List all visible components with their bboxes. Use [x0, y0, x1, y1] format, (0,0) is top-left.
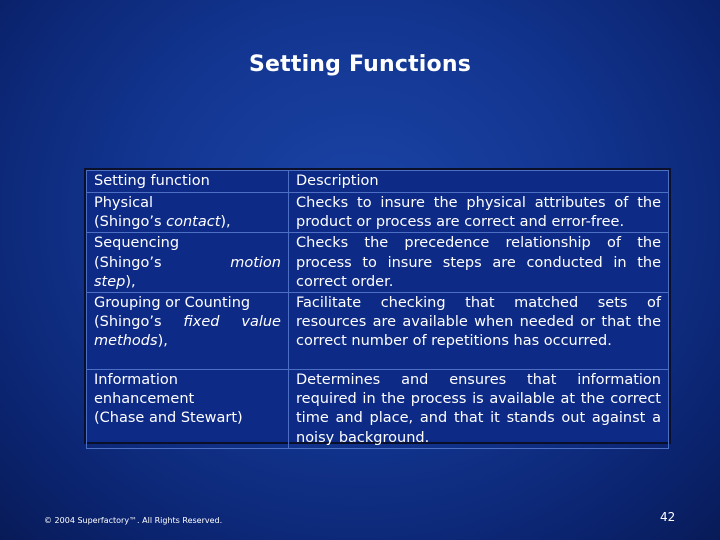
function-source: (Chase and Stewart) — [94, 410, 243, 427]
source-italic: value — [241, 314, 281, 331]
source-italic: fixed — [183, 314, 220, 331]
function-source — [94, 213, 281, 232]
page-number: 42 — [660, 510, 676, 524]
description-cell: Checks the precedence relationship of the process to insure steps are conducted in the correct order. — [289, 233, 669, 293]
function-name: Sequencing — [94, 235, 180, 252]
header-description: Description — [289, 171, 669, 193]
source-prefix: (Shingo’s — [94, 314, 162, 331]
function-name: enhancement — [94, 391, 195, 408]
source-suffix: ), — [220, 214, 231, 231]
table-row — [87, 193, 669, 233]
table — [86, 170, 669, 449]
source-suffix: ), — [157, 333, 168, 350]
table-row — [87, 293, 669, 370]
setting-function-cell — [87, 370, 289, 449]
function-source-line — [94, 332, 281, 351]
slide-title: Setting Functions — [248, 52, 472, 77]
source-suffix: ), — [125, 273, 136, 290]
source-italic: methods — [94, 333, 158, 350]
function-source-line — [94, 273, 281, 292]
function-name: Information — [94, 372, 178, 389]
description-cell: Determines and ensures that information required in the process is available at the correct time and place, and that it stands out against a noisy background. — [289, 370, 669, 449]
header-setting-function: Setting function — [87, 171, 289, 193]
source-italic: contact — [166, 214, 221, 231]
description-cell: Checks to insure the physical attributes of the product or process are correct and error-free. — [289, 193, 669, 233]
table-header-row — [87, 171, 669, 193]
function-source-line — [94, 313, 281, 332]
function-name: Grouping or Counting — [94, 295, 251, 312]
source-prefix: (Shingo’s — [94, 254, 162, 271]
description-cell: Facilitate checking that matched sets of resources are available when needed or that the correct number of repetitions has occurred. — [289, 293, 669, 370]
source-prefix: (Shingo’s — [94, 214, 167, 231]
setting-function-cell — [87, 233, 289, 293]
function-name: Physical — [94, 195, 153, 211]
setting-functions-table — [84, 168, 671, 444]
source-italic: motion — [230, 254, 281, 271]
table-row — [87, 233, 669, 293]
function-source-line — [94, 254, 281, 273]
source-italic: step — [94, 273, 126, 290]
table-row — [87, 370, 669, 449]
copyright-notice: © 2004 Superfactory™. All Rights Reserved. — [44, 516, 223, 525]
setting-function-cell — [87, 293, 289, 370]
setting-function-cell — [87, 193, 289, 233]
